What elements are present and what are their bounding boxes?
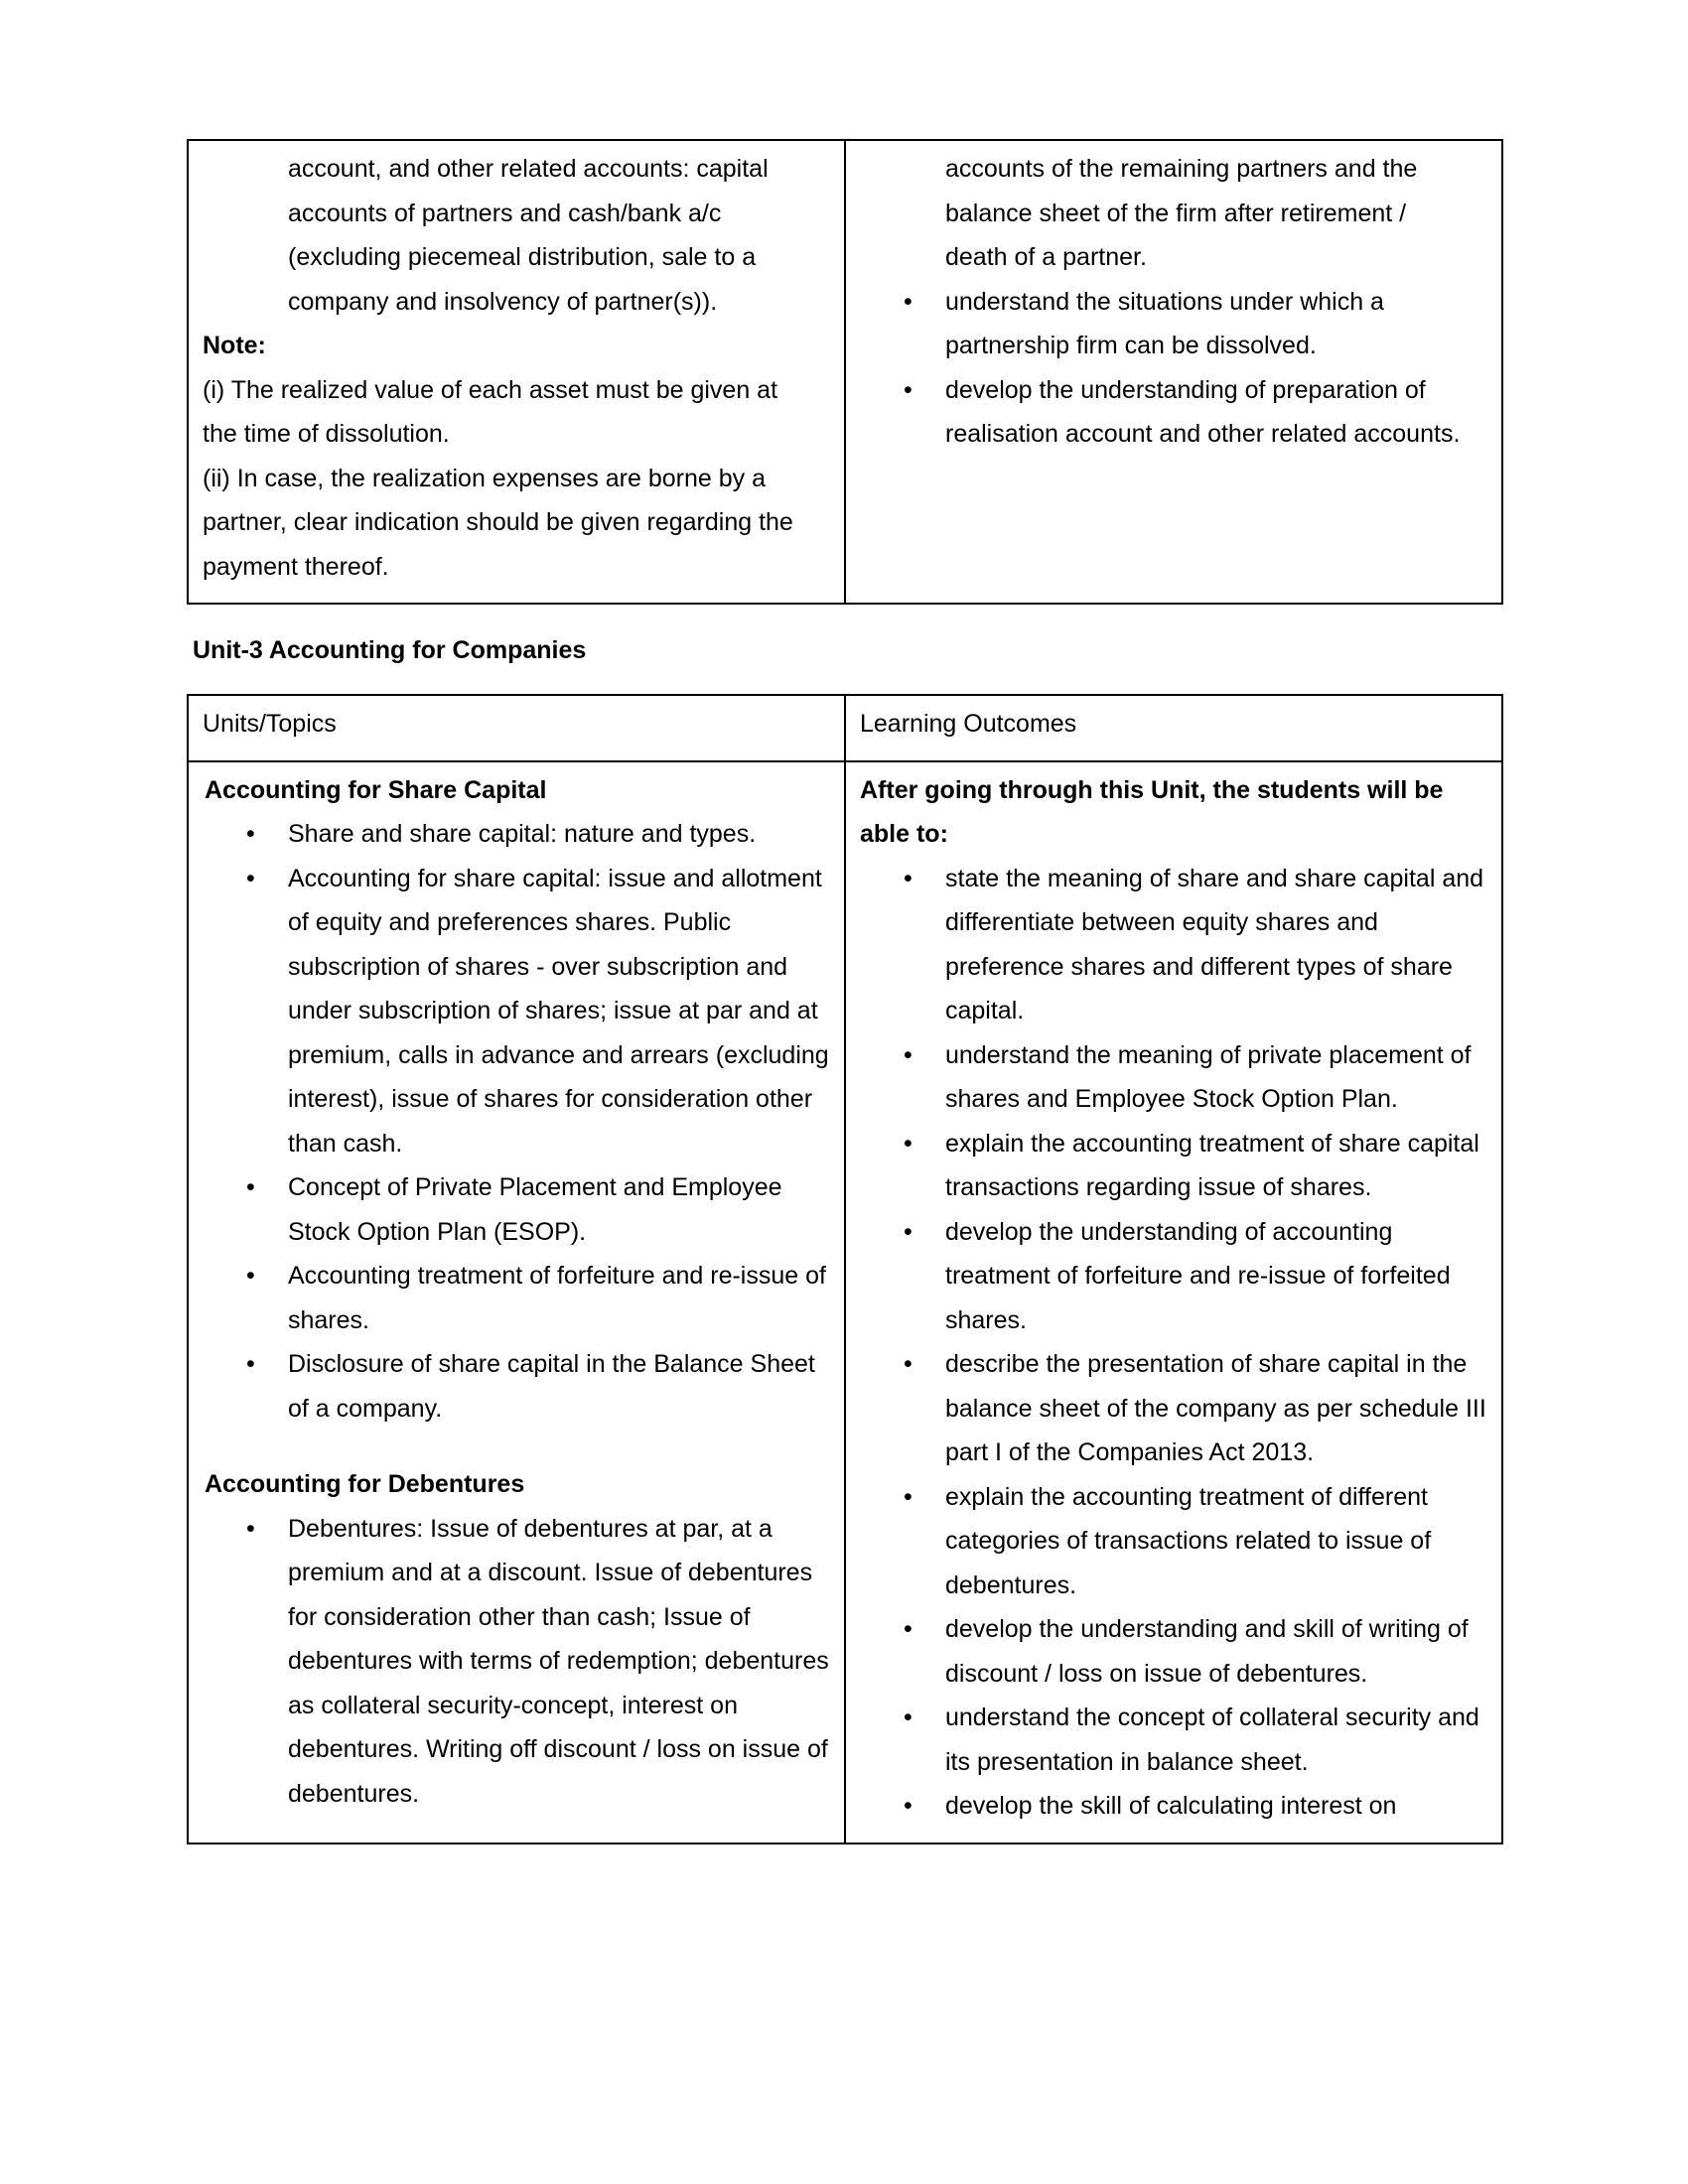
list-item: • Accounting treatment of forfeiture and re-issue of shares. <box>203 1254 830 1342</box>
list-item: • explain the accounting treatment of different categories of transactions related to issue of debentures. <box>860 1475 1487 1608</box>
list-item: • Debentures: Issue of debentures at par, at a premium and at a discount. Issue of debentures for consideration other than cash; Issue of debentures with terms of redemption; debentures as collateral security-concept, interest on debentures. Writing off discount / loss on issue of debentures. <box>203 1507 830 1817</box>
table-header-row <box>188 695 1502 761</box>
outcome-line: death of a partner. <box>945 243 1147 271</box>
topic-line: company and insolvency of partner(s)). <box>288 287 718 316</box>
column-header-learning-outcomes: Learning Outcomes <box>845 695 1502 761</box>
table-row <box>188 140 1502 604</box>
outcome-lead-line: able to: <box>860 820 948 848</box>
list-item: • develop the skill of calculating interest on <box>860 1784 1487 1829</box>
note-line: partner, clear indication should be given regarding the <box>203 508 793 536</box>
outcome-bullet-list <box>860 280 1487 457</box>
list-item: • Share and share capital: nature and types. <box>203 812 830 857</box>
outcome-line: accounts of the remaining partners and the <box>945 155 1418 183</box>
topic-section-title-share-capital: Accounting for Share Capital <box>205 775 547 804</box>
list-item: • Accounting for share capital: issue and allotment of equity and preferences shares. Public subscription of shares - over subscription and under subscription of shares; issue at par and at premium, calls in advance and arrears (excluding interest), issue of shares for consideration other than cash. <box>203 857 830 1166</box>
list-item: • Disclosure of share capital in the Balance Sheet of a company. <box>203 1342 830 1431</box>
note-line: payment thereof. <box>203 552 389 581</box>
list-item: • develop the understanding of preparation of realisation account and other related accounts. <box>860 368 1487 457</box>
table-row <box>188 761 1502 1843</box>
list-item: • Concept of Private Placement and Employee Stock Option Plan (ESOP). <box>203 1165 830 1254</box>
outcome-line: balance sheet of the firm after retirement / <box>945 199 1407 227</box>
topic-line: account, and other related accounts: capital <box>288 155 769 183</box>
units-topics-cell <box>188 761 845 1843</box>
note-line: (ii) In case, the realization expenses are borne by a <box>203 464 766 492</box>
list-item: • state the meaning of share and share capital and differentiate between equity shares and preference shares and different types of share capital. <box>860 857 1487 1033</box>
list-item: • explain the accounting treatment of share capital transactions regarding issue of shares. <box>860 1122 1487 1210</box>
list-item: • describe the presentation of share capital in the balance sheet of the company as per schedule III part I of the Companies Act 2013. <box>860 1342 1487 1475</box>
units-topics-cell <box>188 140 845 604</box>
table-unit3 <box>187 694 1503 1844</box>
topic-bullet-list-debentures <box>203 1507 830 1817</box>
outcome-bullet-list <box>860 857 1487 1829</box>
topic-line: (excluding piecemeal distribution, sale to a <box>288 243 757 271</box>
list-item: • understand the meaning of private placement of shares and Employee Stock Option Plan. <box>860 1033 1487 1122</box>
topic-bullet-list-share-capital <box>203 812 830 1431</box>
section-spacer <box>203 1431 830 1462</box>
list-item: • understand the situations under which a partnership firm can be dissolved. <box>860 280 1487 368</box>
note-line: (i) The realized value of each asset must be given at <box>203 375 778 404</box>
column-header-units-topics: Units/Topics <box>188 695 845 761</box>
table-unit2-continued <box>187 139 1503 605</box>
note-label: Note: <box>203 332 266 359</box>
topic-section-title-debentures: Accounting for Debentures <box>205 1470 525 1498</box>
unit-3-heading: Unit-3 Accounting for Companies <box>193 636 587 664</box>
outcome-lead-line: After going through this Unit, the students will be <box>860 775 1444 804</box>
note-line: the time of dissolution. <box>203 420 450 448</box>
learning-outcomes-cell <box>845 140 1502 604</box>
list-item: • develop the understanding and skill of writing of discount / loss on issue of debentures. <box>860 1607 1487 1696</box>
list-item: • develop the understanding of accounting treatment of forfeiture and re-issue of forfeited shares. <box>860 1210 1487 1343</box>
learning-outcomes-cell <box>845 761 1502 1843</box>
topic-line: accounts of partners and cash/bank a/c <box>288 199 722 227</box>
list-item: • understand the concept of collateral security and its presentation in balance sheet. <box>860 1696 1487 1784</box>
